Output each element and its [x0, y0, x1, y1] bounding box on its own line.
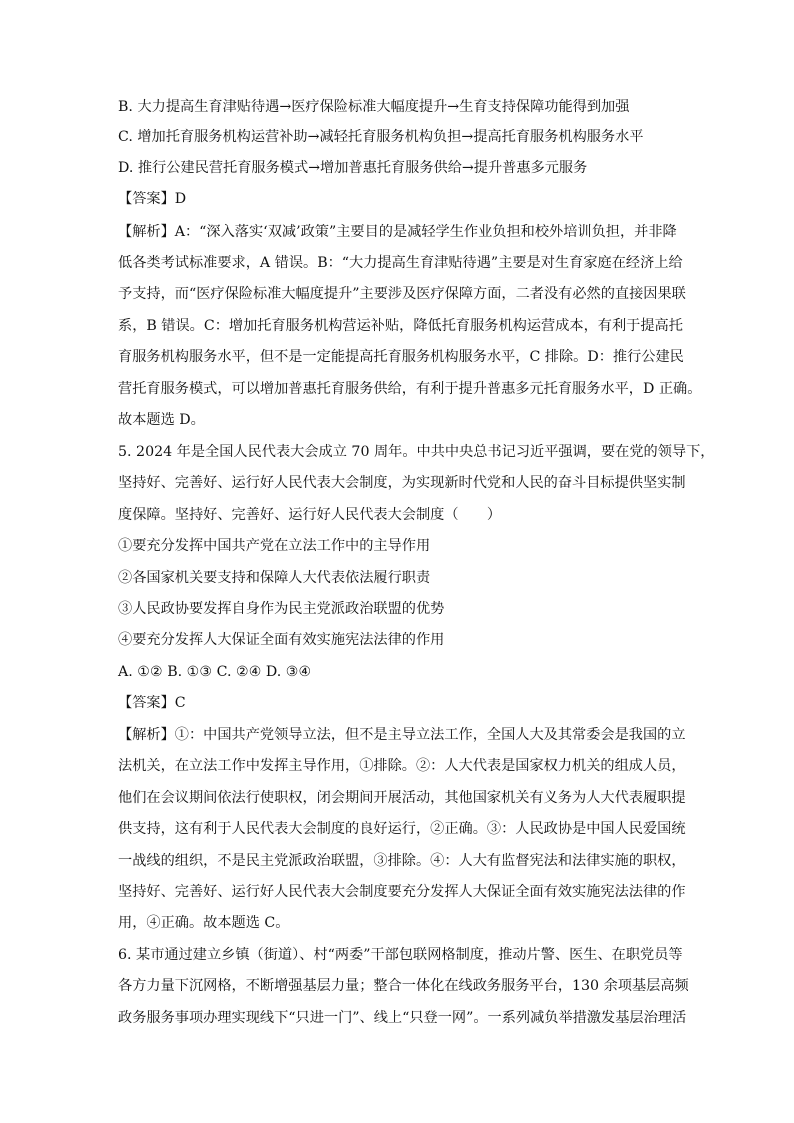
text-line: 系，B 错误。C：增加托育服务机构营运补贴，降低托育服务机构运营成本，有利于提高托	[118, 318, 683, 334]
text-line: 用，④正确。故本题选 C。	[118, 915, 290, 931]
text-line: 法机关，在立法工作中发挥主导作用，①排除。②：人大代表是国家权力机关的组成人员，	[118, 758, 686, 774]
text-line: 他们在会议期间依法行使职权，闭会期间开展活动，其他国家机关有义务为人大代表履职提	[118, 790, 686, 806]
text-line: 低各类考试标准要求，A 错误。B：“大力提高生育津贴待遇”主要是对生育家庭在经济上给	[118, 255, 683, 271]
text-line: B. 大力提高生育津贴待遇→医疗保险标准大幅度提升→生育支持保障功能得到加强	[118, 99, 630, 115]
text-line: C. 增加托育服务机构运营补助→减轻托育服务机构负担→提高托育服务机构服务水平	[118, 129, 644, 145]
text-line: 政务服务事项办理实现线下“只进一门”、线上“只登一网”。一系列减负举措激发基层治理活	[118, 1010, 687, 1026]
text-line: D. 推行公建民营托育服务模式→增加普惠托育服务供给→提升普惠多元服务	[118, 160, 588, 176]
text-line: ③人民政协要发挥自身作为民主党派政治联盟的优势	[118, 601, 445, 617]
text-line: 坚持好、完善好、运行好人民代表大会制度要充分发挥人大保证全面有效实施宪法法律的作	[118, 884, 686, 900]
text-line: 【答案】D	[118, 191, 187, 207]
text-line: A. ①② B. ①③ C. ②④ D. ③④	[118, 664, 312, 680]
text-line: ②各国家机关要支持和保障人大代表依法履行职责	[118, 570, 431, 586]
text-line: ④要充分发挥人大保证全面有效实施宪法法律的作用	[118, 632, 445, 648]
text-line: 供支持，这有利于人民代表大会制度的良好运行，②正确。③：人民政协是中国人民爱国统	[118, 821, 686, 837]
text-line: 育服务机构服务水平，但不是一定能提高托育服务机构服务水平，C 排除。D：推行公建民	[118, 349, 684, 365]
text-line: 各方力量下沉网格，不断增强基层力量；整合一体化在线政务服务平台，130 余项基层高频	[118, 978, 689, 994]
text-line: 【解析】A：“深入落实‘双减’政策”主要目的是减轻学生作业负担和校外培训负担，并非降	[118, 224, 677, 240]
text-line: 【解析】①：中国共产党领导立法，但不是主导立法工作，全国人大及其常委会是我国的立	[118, 727, 686, 743]
text-line: ①要充分发挥中国共产党在立法工作中的主导作用	[118, 538, 431, 554]
text-line: 5. 2024 年是全国人民代表大会成立 70 周年。中共中央总书记习近平强调，要在党的领导下，	[118, 444, 715, 460]
text-line: 【答案】C	[118, 695, 186, 711]
text-line: 度保障。坚持好、完善好、运行好人民代表大会制度（ ）	[118, 507, 502, 523]
text-line: 一战线的组织，不是民主党派政治联盟，③排除。④：人大有监督宪法和法律实施的职权，	[118, 853, 686, 869]
text-line: 予支持，而“医疗保险标准大幅度提升”主要涉及医疗保障方面，二者没有必然的直接因果联	[118, 286, 686, 302]
text-line: 营托育服务模式，可以增加普惠托育服务供给，有利于提升普惠多元托育服务水平，D 正确。	[118, 381, 702, 397]
text-line: 坚持好、完善好、运行好人民代表大会制度，为实现新时代党和人民的奋斗目标提供坚实制	[118, 475, 686, 491]
text-line: 故本题选 D。	[118, 412, 205, 428]
text-line: 6. 某市通过建立乡镇（街道）、村“两委”干部包联网格制度，推动片警、医生、在职党员等	[118, 947, 683, 963]
